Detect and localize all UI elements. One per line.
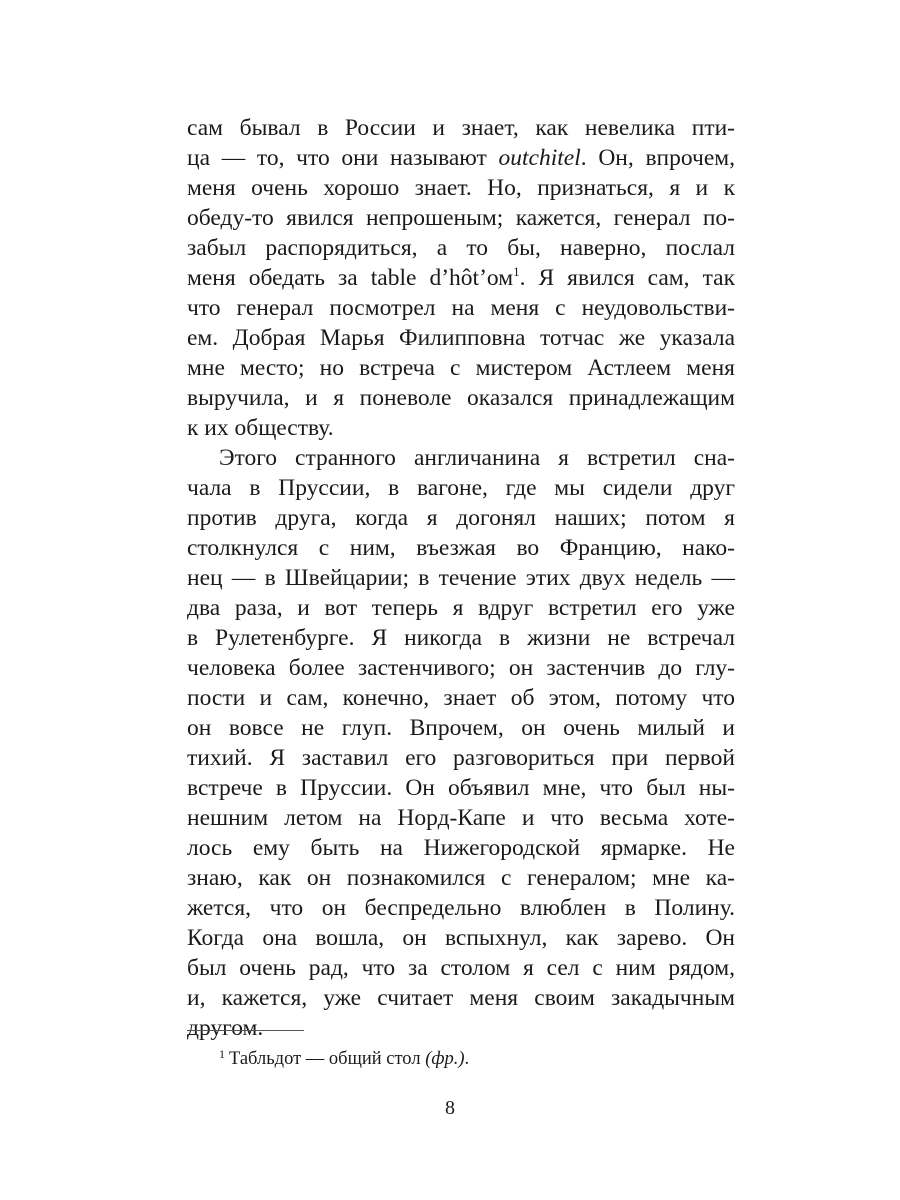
text-line xyxy=(187,1013,735,1043)
italic-word: outchitel xyxy=(498,145,581,171)
text-run: два раза, и вот теперь я вдруг встретил его уже xyxy=(187,595,735,621)
text-line xyxy=(187,803,735,833)
text-line xyxy=(187,383,735,413)
text-line xyxy=(187,503,735,533)
text-line xyxy=(187,593,735,623)
text-line xyxy=(187,443,735,473)
text-run: . Я явился сам, так xyxy=(519,265,735,291)
text-line xyxy=(187,833,735,863)
footnote-reference: 1 xyxy=(513,264,520,279)
page-number: 8 xyxy=(445,1097,455,1119)
text-line xyxy=(187,173,735,203)
footnote xyxy=(219,1046,469,1072)
text-run: выручила, и я поневоле оказался принадлежащим xyxy=(187,385,735,411)
text-run: был очень рад, что за столом я сел с ним рядом, xyxy=(187,955,735,981)
text-run: меня очень хорошо знает. Но, признаться, я и к xyxy=(187,175,735,201)
text-line xyxy=(187,323,735,353)
text-line xyxy=(187,773,735,803)
text-run: и, кажется, уже считает меня своим закадычным xyxy=(187,985,735,1011)
text-line xyxy=(187,743,735,773)
text-run: в Рулетенбурге. Я никогда в жизни не встречал xyxy=(187,625,735,651)
text-line xyxy=(187,293,735,323)
footnote-text: Табльдот — общий стол xyxy=(229,1049,426,1069)
footnote-language-abbreviation: (фр.) xyxy=(425,1049,465,1069)
text-line xyxy=(187,203,735,233)
text-run: забыл распорядиться, а то бы, наверно, послал xyxy=(187,235,735,261)
text-line xyxy=(187,413,735,443)
text-run: жется, что он беспредельно влюблен в Полину. xyxy=(187,895,735,921)
text-run: знаю, как он познакомился с генералом; мне ка- xyxy=(187,865,735,891)
text-run: мне место; но встреча с мистером Астлеем меня xyxy=(187,355,735,381)
text-run: он вовсе не глуп. Впрочем, он очень милый и xyxy=(187,715,735,741)
text-line xyxy=(187,263,735,293)
text-line xyxy=(187,923,735,953)
text-run: Когда она вошла, он вспыхнул, как зарево. Он xyxy=(187,925,735,951)
text-line xyxy=(187,533,735,563)
text-run: против друга, когда я догонял наших; потом я xyxy=(187,505,735,531)
text-line xyxy=(187,233,735,263)
text-run: меня обедать за table d’hôt’ом xyxy=(187,265,514,291)
text-run: столкнулся с ним, въезжая во Францию, нако- xyxy=(187,535,735,561)
text-line xyxy=(187,353,735,383)
text-run: лось ему быть на Нижегородской ярмарке. Не xyxy=(187,835,735,861)
text-line xyxy=(187,113,735,143)
body-text xyxy=(187,113,735,1043)
text-line xyxy=(187,473,735,503)
text-run: ем. Добрая Марья Филипповна тотчас же указала xyxy=(187,325,735,351)
text-line xyxy=(187,623,735,653)
text-run: сам бывал в России и знает, как невелика пти- xyxy=(187,115,735,141)
text-run: пости и сам, конечно, знает об этом, потому что xyxy=(187,685,735,711)
text-run: . Он, впрочем, xyxy=(580,145,735,171)
text-line xyxy=(187,683,735,713)
text-run: тихий. Я заставил его разговориться при первой xyxy=(187,745,735,771)
text-run: человека более застенчивого; он застенчив до глу- xyxy=(187,655,735,681)
text-line xyxy=(187,953,735,983)
footnote-marker: 1 xyxy=(219,1047,225,1061)
text-run: что генерал посмотрел на меня с неудовольстви- xyxy=(187,295,735,321)
text-line xyxy=(187,983,735,1013)
text-line xyxy=(187,863,735,893)
text-run: нешним летом на Норд-Капе и что весьма хоте- xyxy=(187,805,735,831)
text-run: обеду-то явился непрошеным; кажется, генерал по- xyxy=(187,205,735,231)
text-run: встрече в Пруссии. Он объявил мне, что был ны- xyxy=(187,775,735,801)
text-line xyxy=(187,713,735,743)
text-line xyxy=(187,563,735,593)
footnote-text-end: . xyxy=(464,1049,470,1069)
text-run: Этого странного англичанина я встретил сна- xyxy=(219,445,735,471)
text-line xyxy=(187,893,735,923)
text-run: нец — в Швейцарии; в течение этих двух недель — xyxy=(187,565,735,591)
text-line xyxy=(187,653,735,683)
text-line xyxy=(187,143,735,173)
text-run: другом. xyxy=(187,1015,264,1041)
text-run: к их обществу. xyxy=(187,415,334,441)
text-run: чала в Пруссии, в вагоне, где мы сидели друг xyxy=(187,475,735,501)
footnote-separator xyxy=(187,1030,304,1031)
text-run: ца — то, что они называют xyxy=(187,145,499,171)
